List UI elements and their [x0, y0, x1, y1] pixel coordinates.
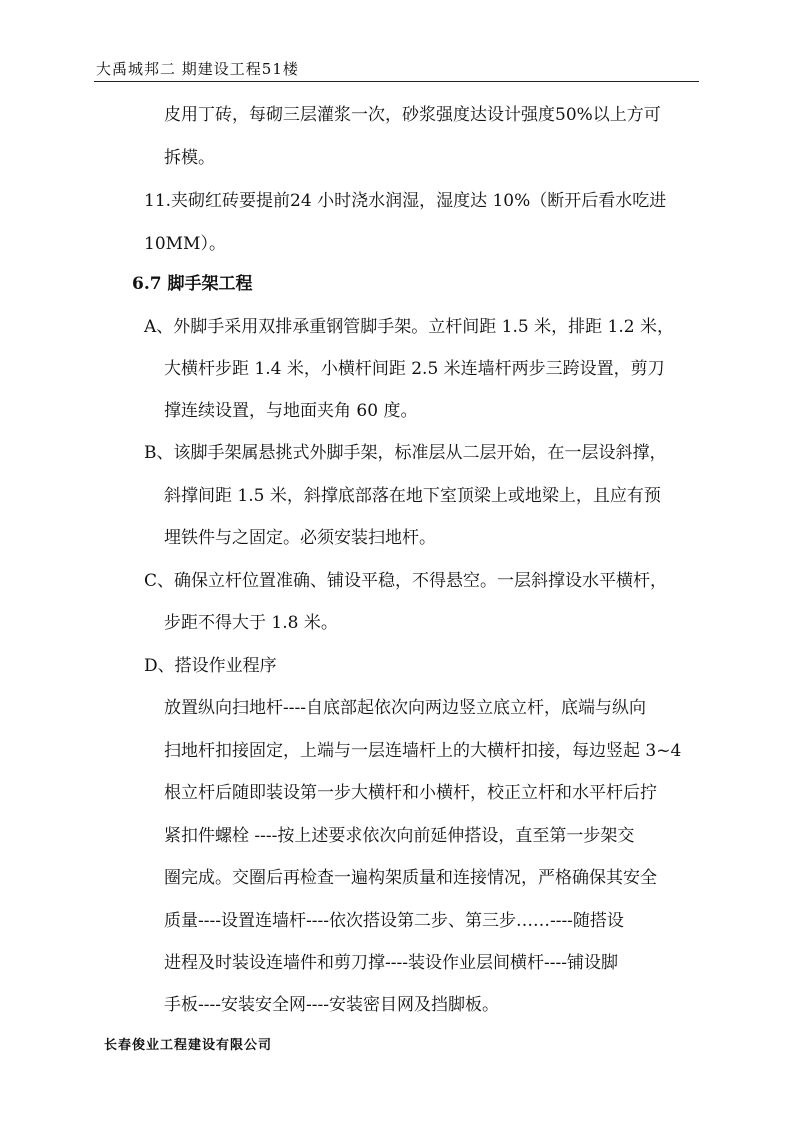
- body-line: 根立杆后随即装设第一步大横杆和小横杆，校正立杆和水平杆后拧: [164, 783, 657, 803]
- body-line: 撑连续设置，与地面夹角 60 度。: [164, 401, 418, 421]
- body-line: 圈完成。交圈后再检查一遍构架质量和连接情况，严格确保其安全: [164, 868, 657, 888]
- body-line: 埋铁件与之固定。必须安装扫地杆。: [164, 528, 436, 548]
- body-line: 斜撑间距 1.5 米，斜撑底部落在地下室顶梁上或地梁上，且应有预: [164, 486, 661, 506]
- section-heading: 6.7 脚手架工程: [132, 274, 253, 294]
- body-line: 11.夹砌红砖要提前24 小时浇水润湿，湿度达 10%（断开后看水吃进: [144, 191, 667, 211]
- page-header-title: 大禹城邦二 期建设工程51楼: [96, 60, 299, 78]
- subsection-heading: D、搭设作业程序: [144, 656, 277, 676]
- body-line: 扫地杆扣接固定，上端与一层连墙杆上的大横杆扣接，每边竖起 3~4: [164, 741, 682, 761]
- body-line: 拆模。: [164, 148, 215, 168]
- body-line: 10MM）。: [144, 234, 226, 254]
- body-line: A、外脚手采用双排承重钢管脚手架。立杆间距 1.5 米，排距 1.2 米，: [144, 317, 674, 337]
- body-line: 皮用丁砖，每砌三层灌浆一次，砂浆强度达设计强度50%以上方可: [164, 105, 661, 125]
- body-line: B、该脚手架属悬挑式外脚手架，标准层从二层开始，在一层设斜撑，: [144, 443, 667, 463]
- body-line: C、确保立杆位置准确、铺设平稳，不得悬空。一层斜撑设水平横杆，: [144, 571, 668, 591]
- body-line: 步距不得大于 1.8 米。: [164, 613, 338, 633]
- body-line: 进程及时装设连墙件和剪刀撑----装设作业层间横杆----铺设脚: [164, 953, 618, 973]
- body-line: 大横杆步距 1.4 米，小横杆间距 2.5 米连墙杆两步三跨设置，剪刀: [164, 359, 665, 379]
- header-divider: [94, 81, 699, 82]
- body-line: 紧扣件螺栓 ----按上述要求依次向前延伸搭设，直至第一步架交: [164, 826, 635, 846]
- body-line: 放置纵向扫地杆----自底部起依次向两边竖立底立杆，底端与纵向: [164, 698, 646, 718]
- page-footer-company: 长春俊业工程建设有限公司: [104, 1038, 273, 1053]
- body-line: 手板----安装安全网----安装密目网及挡脚板。: [164, 995, 499, 1015]
- body-line: 质量----设置连墙杆----依次搭设第二步、第三步……----随搭设: [164, 911, 624, 931]
